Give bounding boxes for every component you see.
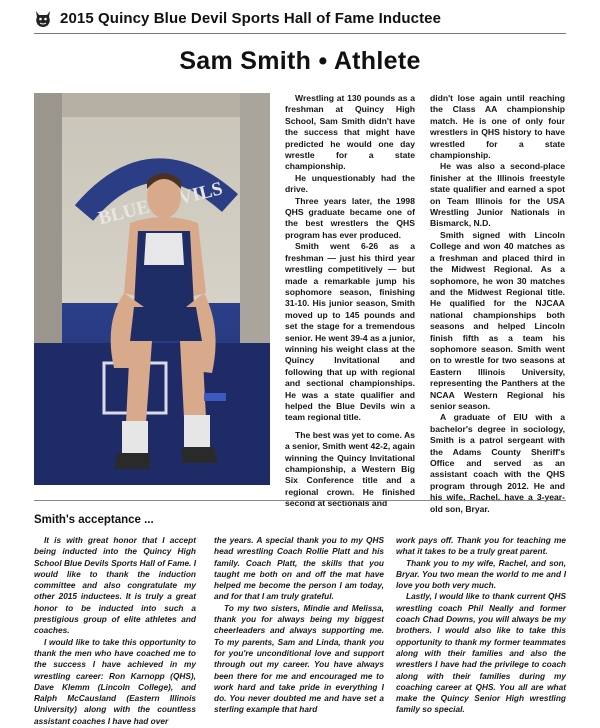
bio-paragraph: Three years later, the 1998 QHS graduate became one of the best wrestlers the QHS program has ever produced.	[285, 195, 415, 240]
bio-paragraph: He unquestionably had the drive.	[285, 172, 415, 195]
photo-banner-text: BLUE DEVILS	[96, 178, 225, 230]
bio-paragraph: Smith went 6-26 as a freshman — just his third year wrestling competitively — but made a remarkable jump his sophomore season, finishing 31-10. His junior season, Smith moved up to 145 pounds and set the stage for a tremendous senior. He went 39-4 as a junior, winning his weight class at the Quincy Invitational and following that up with regional and sectional championships. He was a state qualifier and helped the Blue Devils win a team regional title.	[285, 241, 415, 423]
acceptance-paragraph: the years. A special thank you to my QHS head wrestling Coach Rollie Platt and his family. Coach Platt, the skills that you taught me both on and off the mat have helped me become the person I am today, and for that I am truly grateful.	[214, 535, 384, 602]
bio-paragraph: didn't lose again until reaching the Class AA championship match. He is one of only four wrestlers in QHS history to have wrestled for a state championship.	[430, 93, 565, 161]
bio-paragraph: A graduate of EIU with a bachelor's degree in sociology, Smith is a patrol sergeant with the Adams County Sheriff's Office and served as an assistant coach with the QHS program through 2012. He and his wife, Rachel, have a 3-year-old son, Bryar.	[430, 412, 565, 514]
acceptance-paragraph: work pays off. Thank you for teaching me what it takes to be a truly great parent.	[396, 535, 566, 557]
article-title: Sam Smith • Athlete	[179, 47, 421, 75]
acceptance-paragraph: Lastly, I would like to thank current QHS wrestling coach Phil Neally and former coach Chad Downs, you will always be my brothers. I would also like to take this opportunity to thank my former teammates along with their families and also the wrestlers I have had the privilege to coach along with their families during my coaching career at QHS. You all are what make the Quincy Senior High wrestling family so special.	[396, 591, 566, 715]
bio-paragraph: Wrestling at 130 pounds as a freshman at Quincy High School, Sam Smith didn't have the success that might have predicted he would one day wrestle for a state championship.	[285, 93, 415, 172]
acceptance-paragraph: Thank you to my wife, Rachel, and son, Bryar. You two mean the world to me and I love you both very much.	[396, 557, 566, 591]
blue-devil-logo-icon	[34, 9, 52, 29]
bio-paragraph: Smith signed with Lincoln College and won 40 matches as a freshman and placed third in the Midwest Regional. As a sophomore, he won 30 matches and the Midwest Regional title. He qualified for the NJCAA national championships both seasons and helped Lincoln finish fifth as a team his sophomore season. Smith went on to wrestle for two seasons at Eastern Illinois University, representing the Panthers at the NCAA Western Regional his senior season.	[430, 229, 565, 411]
bio-column-2	[430, 93, 565, 515]
photo-illustration	[34, 93, 270, 485]
bio-paragraph: The best was yet to come. As a senior, Smith went 42-2, again winning the Quincy Invitational championship, a Western Big Six Conference title and a regional crown. He finished second at sectionals and	[285, 429, 415, 509]
header-divider	[34, 33, 566, 34]
acceptance-column-2	[214, 535, 384, 716]
wrestler-photo	[34, 93, 270, 485]
header-title: 2015 Quincy Blue Devil Sports Hall of Fame Inductee	[60, 10, 442, 27]
acceptance-column-1	[34, 535, 196, 727]
acceptance-paragraph: It is with great honor that I accept being inducted into the Quincy High School Blue Devils Sports Hall of Fame. I would like to thank the induction committee and also congratulate my other 2015 inductees. It is truly a great honor to be inducted into such a prestigious group of elite athletes and coaches.	[34, 535, 196, 636]
acceptance-paragraph: I would like to take this opportunity to thank the men who have coached me to the success I have achieved in my wrestling career: Ron Karnopp (QHS), Dave Klemm (Lincoln College), and Ralph McCausland (Eastern Illinois University) along with the countless assistant coaches I have had over	[34, 636, 196, 726]
bio-paragraph: He was also a second-place finisher at the Illinois freestyle state qualifier and earned a spot on Team Illinois for the USA Wrestling Junior Nationals in Bismarck, N.D.	[430, 161, 565, 229]
page-header	[34, 8, 566, 30]
bio-column-1	[285, 93, 415, 510]
section-divider	[34, 500, 566, 501]
acceptance-column-3	[396, 535, 566, 716]
acceptance-paragraph: To my two sisters, Mindie and Melissa, thank you for always being my biggest cheerleaders and always supporting me. To my parents, Sam and Linda, thank you for you're unconditional love and support through out my career. You have always been there for me and encouraged me to work hard and take pride in everything I do. You never doubted me and have set a sterling example that hard	[214, 602, 384, 715]
acceptance-title: Smith's acceptance ...	[34, 514, 154, 526]
